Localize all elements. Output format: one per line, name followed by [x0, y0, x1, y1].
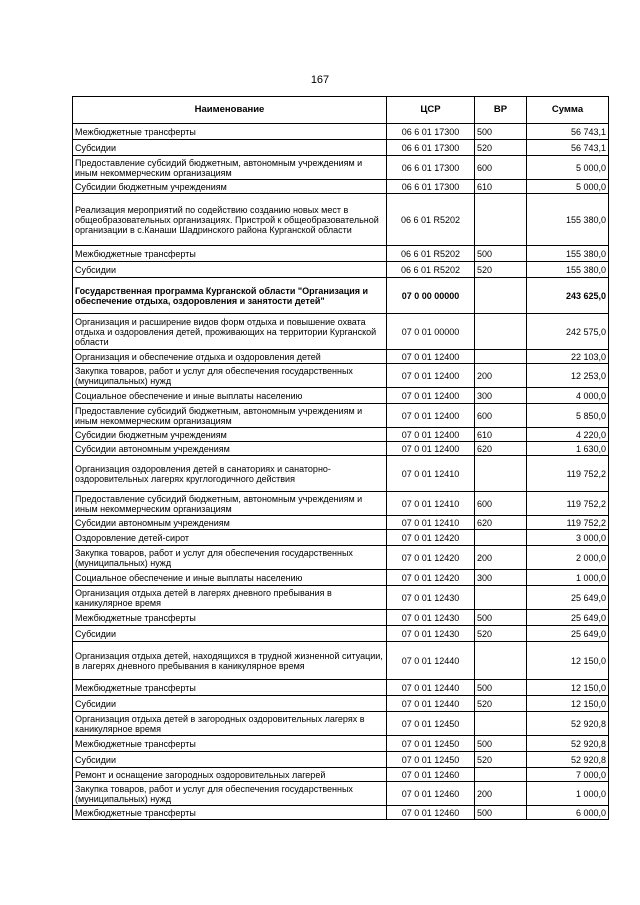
row-vr-cell: 600: [475, 404, 527, 428]
row-vr-cell: 200: [475, 782, 527, 806]
table-row: [73, 140, 609, 156]
table-row: [73, 278, 609, 314]
row-vr-cell: 600: [475, 156, 527, 180]
row-name-cell: Оздоровление детей-сирот: [73, 530, 387, 546]
row-sum-cell: 12 150,0: [527, 680, 609, 696]
row-vr-cell: 500: [475, 680, 527, 696]
table-row: [73, 626, 609, 642]
table-row: [73, 156, 609, 180]
row-sum-cell: 6 000,0: [527, 806, 609, 820]
row-csr-cell: 07 0 01 12400: [387, 404, 475, 428]
table-row: [73, 364, 609, 388]
row-name-cell: Межбюджетные трансферты: [73, 680, 387, 696]
row-vr-cell: 520: [475, 696, 527, 712]
row-csr-cell: 07 0 01 12420: [387, 530, 475, 546]
row-sum-cell: 1 000,0: [527, 782, 609, 806]
table-row: [73, 752, 609, 768]
table-row: [73, 492, 609, 516]
row-sum-cell: 12 150,0: [527, 642, 609, 680]
row-vr-cell: [475, 314, 527, 350]
row-csr-cell: 07 0 01 12400: [387, 388, 475, 404]
table-row: [73, 712, 609, 736]
table-row: [73, 516, 609, 530]
table-row: [73, 586, 609, 610]
row-sum-cell: 5 000,0: [527, 156, 609, 180]
table-row: [73, 696, 609, 712]
row-vr-cell: 610: [475, 180, 527, 194]
row-csr-cell: 07 0 01 12460: [387, 782, 475, 806]
row-csr-cell: 06 6 01 R5202: [387, 194, 475, 246]
row-sum-cell: 5 850,0: [527, 404, 609, 428]
row-vr-cell: 620: [475, 516, 527, 530]
table-row: [73, 350, 609, 364]
row-csr-cell: 06 6 01 R5202: [387, 262, 475, 278]
table-row: [73, 194, 609, 246]
row-vr-cell: 500: [475, 246, 527, 262]
row-csr-cell: 06 6 01 17300: [387, 140, 475, 156]
table-row: [73, 456, 609, 492]
row-csr-cell: 07 0 01 12460: [387, 768, 475, 782]
row-vr-cell: 610: [475, 428, 527, 442]
row-vr-cell: [475, 456, 527, 492]
row-vr-cell: 500: [475, 610, 527, 626]
row-csr-cell: 07 0 01 00000: [387, 314, 475, 350]
row-vr-cell: 500: [475, 806, 527, 820]
row-vr-cell: [475, 278, 527, 314]
row-csr-cell: 07 0 01 12430: [387, 586, 475, 610]
row-sum-cell: 3 000,0: [527, 530, 609, 546]
row-sum-cell: 22 103,0: [527, 350, 609, 364]
row-sum-cell: 119 752,2: [527, 516, 609, 530]
row-name-cell: Государственная программа Курганской области "Организация и обеспечение отдыха, оздоровления и занятости детей": [73, 278, 387, 314]
row-vr-cell: 600: [475, 492, 527, 516]
row-csr-cell: 07 0 01 12450: [387, 736, 475, 752]
row-vr-cell: 520: [475, 140, 527, 156]
row-vr-cell: [475, 530, 527, 546]
row-sum-cell: 12 150,0: [527, 696, 609, 712]
row-name-cell: Межбюджетные трансферты: [73, 610, 387, 626]
header-sum: Сумма: [527, 97, 609, 124]
row-sum-cell: 243 625,0: [527, 278, 609, 314]
row-vr-cell: 300: [475, 570, 527, 586]
row-vr-cell: [475, 768, 527, 782]
table-row: [73, 124, 609, 140]
row-sum-cell: 242 575,0: [527, 314, 609, 350]
row-name-cell: Субсидии бюджетным учреждениям: [73, 180, 387, 194]
table-row: [73, 442, 609, 456]
row-csr-cell: 07 0 01 12460: [387, 806, 475, 820]
row-vr-cell: 500: [475, 124, 527, 140]
table-row: [73, 404, 609, 428]
row-name-cell: Организация отдыха детей в лагерях дневного пребывания в каникулярное время: [73, 586, 387, 610]
row-name-cell: Организация отдыха детей в загородных оздоровительных лагерях в каникулярное время: [73, 712, 387, 736]
row-csr-cell: 07 0 01 12430: [387, 626, 475, 642]
row-csr-cell: 07 0 01 12420: [387, 570, 475, 586]
row-vr-cell: [475, 712, 527, 736]
table-row: [73, 570, 609, 586]
row-name-cell: Субсидии автономным учреждениям: [73, 516, 387, 530]
row-name-cell: Субсидии: [73, 752, 387, 768]
row-name-cell: Межбюджетные трансферты: [73, 124, 387, 140]
table-row: [73, 736, 609, 752]
row-name-cell: Межбюджетные трансферты: [73, 246, 387, 262]
table-row: [73, 680, 609, 696]
row-sum-cell: 4 220,0: [527, 428, 609, 442]
row-sum-cell: 1 000,0: [527, 570, 609, 586]
table-row: [73, 530, 609, 546]
table-row: [73, 642, 609, 680]
row-name-cell: Межбюджетные трансферты: [73, 806, 387, 820]
row-name-cell: Межбюджетные трансферты: [73, 736, 387, 752]
row-sum-cell: 52 920,8: [527, 712, 609, 736]
row-vr-cell: [475, 194, 527, 246]
row-csr-cell: 07 0 01 12410: [387, 456, 475, 492]
table-row: [73, 768, 609, 782]
table-row: [73, 806, 609, 820]
table-header-row: [73, 97, 609, 124]
row-sum-cell: 12 253,0: [527, 364, 609, 388]
page-number: 167: [310, 74, 330, 86]
header-name: Наименование: [73, 97, 387, 124]
row-vr-cell: 300: [475, 388, 527, 404]
row-name-cell: Субсидии бюджетным учреждениям: [73, 428, 387, 442]
header-csr: ЦСР: [387, 97, 475, 124]
row-csr-cell: 07 0 01 12400: [387, 428, 475, 442]
table-row: [73, 180, 609, 194]
row-name-cell: Закупка товаров, работ и услуг для обеспечения государственных (муниципальных) нужд: [73, 782, 387, 806]
table-row: [73, 262, 609, 278]
row-csr-cell: 06 6 01 17300: [387, 180, 475, 194]
row-name-cell: Субсидии: [73, 696, 387, 712]
row-vr-cell: 520: [475, 752, 527, 768]
row-csr-cell: 07 0 01 12400: [387, 442, 475, 456]
row-sum-cell: 7 000,0: [527, 768, 609, 782]
row-vr-cell: [475, 586, 527, 610]
row-csr-cell: 06 6 01 17300: [387, 124, 475, 140]
row-name-cell: Субсидии: [73, 626, 387, 642]
row-name-cell: Предоставление субсидий бюджетным, автономным учреждениям и иным некоммерческим организациям: [73, 492, 387, 516]
row-vr-cell: 500: [475, 736, 527, 752]
table-row: [73, 610, 609, 626]
row-name-cell: Организация оздоровления детей в санаториях и санаторно-оздоровительных лагерях круглогодичного действия: [73, 456, 387, 492]
row-sum-cell: 25 649,0: [527, 626, 609, 642]
row-sum-cell: 52 920,8: [527, 752, 609, 768]
table-row: [73, 314, 609, 350]
row-name-cell: Ремонт и оснащение загородных оздоровительных лагерей: [73, 768, 387, 782]
row-vr-cell: 520: [475, 626, 527, 642]
row-csr-cell: 07 0 01 12450: [387, 752, 475, 768]
row-sum-cell: 5 000,0: [527, 180, 609, 194]
row-csr-cell: 06 6 01 R5202: [387, 246, 475, 262]
row-name-cell: Предоставление субсидий бюджетным, автономным учреждениям и иным некоммерческим организациям: [73, 156, 387, 180]
row-vr-cell: [475, 350, 527, 364]
row-vr-cell: 520: [475, 262, 527, 278]
row-csr-cell: 07 0 01 12410: [387, 492, 475, 516]
row-name-cell: Закупка товаров, работ и услуг для обеспечения государственных (муниципальных) нужд: [73, 546, 387, 570]
table-body: [73, 124, 609, 820]
row-vr-cell: [475, 642, 527, 680]
row-sum-cell: 1 630,0: [527, 442, 609, 456]
row-csr-cell: 07 0 01 12400: [387, 364, 475, 388]
row-sum-cell: 52 920,8: [527, 736, 609, 752]
table-row: [73, 782, 609, 806]
row-vr-cell: 200: [475, 546, 527, 570]
row-sum-cell: 25 649,0: [527, 586, 609, 610]
row-name-cell: Организация отдыха детей, находящихся в трудной жизненной ситуации, в лагерях дневного пребывания в каникулярное время: [73, 642, 387, 680]
row-sum-cell: 119 752,2: [527, 492, 609, 516]
row-name-cell: Субсидии: [73, 262, 387, 278]
row-name-cell: Социальное обеспечение и иные выплаты населению: [73, 388, 387, 404]
row-csr-cell: 07 0 01 12450: [387, 712, 475, 736]
row-vr-cell: 200: [475, 364, 527, 388]
row-name-cell: Организация и расширение видов форм отдыха и повышение охвата отдыха и оздоровления детей, проживающих на территории Курганской области: [73, 314, 387, 350]
header-vr: ВР: [475, 97, 527, 124]
row-csr-cell: 07 0 01 12430: [387, 610, 475, 626]
row-sum-cell: 4 000,0: [527, 388, 609, 404]
budget-table: [72, 96, 609, 820]
table-row: [73, 388, 609, 404]
row-csr-cell: 07 0 01 12400: [387, 350, 475, 364]
row-name-cell: Закупка товаров, работ и услуг для обеспечения государственных (муниципальных) нужд: [73, 364, 387, 388]
row-sum-cell: 2 000,0: [527, 546, 609, 570]
row-sum-cell: 155 380,0: [527, 246, 609, 262]
row-sum-cell: 155 380,0: [527, 262, 609, 278]
row-sum-cell: 119 752,2: [527, 456, 609, 492]
row-csr-cell: 07 0 01 12420: [387, 546, 475, 570]
row-csr-cell: 06 6 01 17300: [387, 156, 475, 180]
table-row: [73, 546, 609, 570]
row-sum-cell: 25 649,0: [527, 610, 609, 626]
row-name-cell: Организация и обеспечение отдыха и оздоровления детей: [73, 350, 387, 364]
row-sum-cell: 155 380,0: [527, 194, 609, 246]
table-row: [73, 428, 609, 442]
row-csr-cell: 07 0 01 12440: [387, 642, 475, 680]
row-name-cell: Реализация мероприятий по содействию созданию новых мест в общеобразовательных организациях. Пристрой к общеобразовательной организации в с.Канаши Шадринского района Курганской области: [73, 194, 387, 246]
row-csr-cell: 07 0 00 00000: [387, 278, 475, 314]
row-name-cell: Субсидии: [73, 140, 387, 156]
row-name-cell: Социальное обеспечение и иные выплаты населению: [73, 570, 387, 586]
row-csr-cell: 07 0 01 12440: [387, 696, 475, 712]
row-csr-cell: 07 0 01 12410: [387, 516, 475, 530]
row-vr-cell: 620: [475, 442, 527, 456]
row-sum-cell: 56 743,1: [527, 140, 609, 156]
row-name-cell: Субсидии автономным учреждениям: [73, 442, 387, 456]
table-row: [73, 246, 609, 262]
row-name-cell: Предоставление субсидий бюджетным, автономным учреждениям и иным некоммерческим организациям: [73, 404, 387, 428]
row-csr-cell: 07 0 01 12440: [387, 680, 475, 696]
row-sum-cell: 56 743,1: [527, 124, 609, 140]
